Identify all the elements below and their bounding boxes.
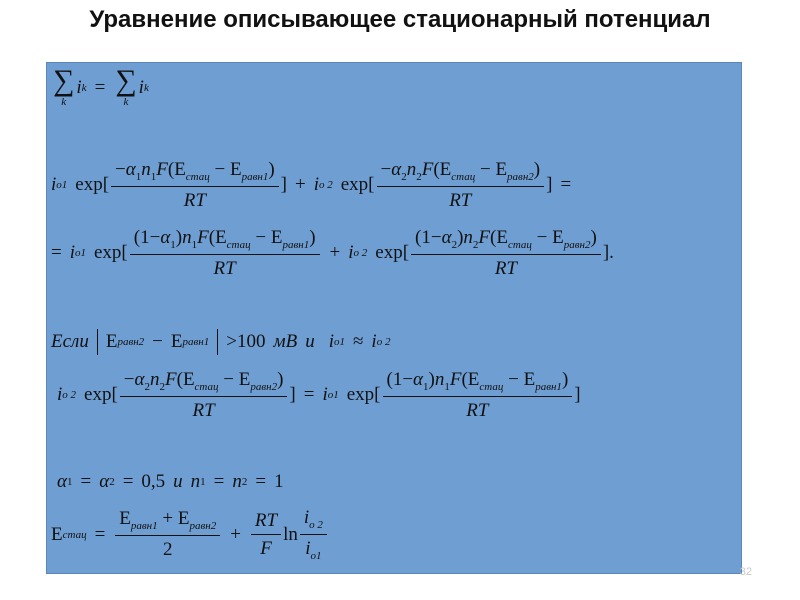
equation-alpha-condition: α 1 = α 2 = 0,5 и n 1 = n 2 = 1 [57, 471, 284, 492]
equation-line-5: i o 2 exp[ $\frac{-\alpha_2n_2F(E_{стац} - E_{равн2})}{RT}$ ] = i o1 exp[ $\frac{(1-\alpha_1)n_1F(E_{стац} - E_{равн1})}{RT}$ ] [57, 369, 581, 421]
sum-right: ∑ k [115, 64, 137, 108]
fraction-8: $\frac{RT}{F}$ [251, 510, 281, 560]
equation-line-3: = i o1 exp[ $\frac{(1-\alpha_1)n_1F(E_{стац} - E_{равн1})}{RT}$ + i o 2 exp[ $\frac{(1-\alpha_2)n_2F(E_{стац} - E_{равн2})}{RT}$ ]. [51, 227, 614, 279]
sum-left: ∑ k [53, 64, 75, 108]
fraction-9: $\frac{i_{o 2}}{i_{o1}}$ [300, 507, 327, 562]
equation-panel [46, 62, 742, 574]
equation-condition: Если E равн2 − E равн1 >100 мВ и i o1 ≈ i o 2 [51, 329, 390, 355]
fraction-5: $\frac{-\alpha_2n_2F(E_{стац} - E_{равн2})}{RT}$ [120, 369, 288, 421]
equation-stationary-potential: E стац = $\frac{E_{равн1} + E_{равн2}}{2}$ + $\frac{RT}{F}$ ln $\frac{i_{o 2}}{i_{o1}}$ [51, 507, 329, 562]
fraction-1: $\frac{-\alpha_1n_1F(E_{стац} - E_{равн1})}{RT}$ [111, 159, 279, 211]
slide-number: 32 [739, 566, 752, 578]
fraction-4: $\frac{(1-\alpha_2)n_2F(E_{стац} - E_{равн2})}{RT}$ [411, 227, 601, 279]
equation-sum-currents: ∑ k i k = ∑ k i k [53, 64, 149, 108]
fraction-3: $\frac{(1-\alpha_1)n_1F(E_{стац} - E_{равн1})}{RT}$ [130, 227, 320, 279]
fraction-7: $\frac{E_{равн1} + E_{равн2}}{2}$ [115, 508, 220, 560]
equation-line-2: i o1 exp[ $\frac{-\alpha_1n_1F(E_{стац} - E_{равн1})}{RT}$ ] + i o 2 exp[ $\frac{-\alpha_2n_2F(E_{стац} - E_{равн2})}{RT}$ ] = [51, 159, 572, 211]
fraction-2: $\frac{-\alpha_2n_2F(E_{стац} - E_{равн2})}{RT}$ [377, 159, 545, 211]
fraction-6: $\frac{(1-\alpha_1)n_1F(E_{стац} - E_{равн1})}{RT}$ [383, 369, 573, 421]
slide-title: Уравнение описывающее стационарный потенциал [89, 6, 711, 33]
